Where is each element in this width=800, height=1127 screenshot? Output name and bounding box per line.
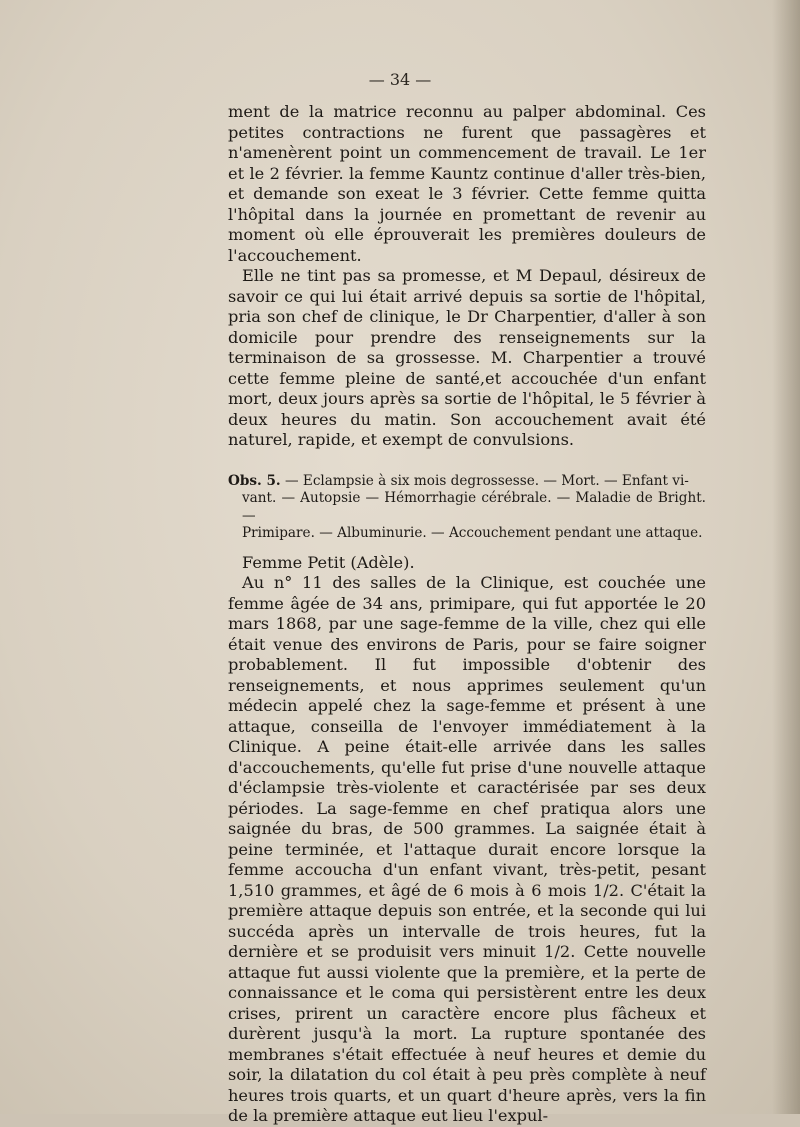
paragraph-continuation: ment de la matrice reconnu au palper abdominal. Ces petites contractions ne furent que passagères et n'amenèrent point un commencement de travail. Le 1er et le 2 février. la femme Kauntz continue d'aller très-bien, et demande son exeat le 3 février. Cette femme quitta l'hôpital dans la journée en promettant de revenir au moment où elle éprouverait les premières douleurs de l'accouchement. [228,102,706,265]
page-edge-shadow [772,0,800,1114]
body-text [228,102,706,1127]
case-paragraph: Au n° 11 des salles de la Clinique, est couchée une femme âgée de 34 ans, primipare, qui fut apportée le 20 mars 1868, par une sage-femme de la ville, chez qui elle était venue des environs de Paris, pour se faire soigner probablement. Il fut impossible d'obtenir des renseignements, et nous apprimes seulement qu'un médecin appelé chez la sage-femme et présent à une attaque, conseilla de l'envoyer immédiatement à la Clinique. A peine était-elle arrivée dans les salles d'accouchements, qu'elle fut prise d'une nouvelle attaque d'éclampsie très-violente et caractérisée par ses deux périodes. La sage-femme en chef pratiqua alors une saignée du bras, de 500 grammes. La saignée était à peine terminée, et l'attaque durait encore lorsque la femme accoucha d'un enfant vivant, très-petit, pesant 1,510 grammes, et âgé de 6 mois à 6 mois 1/2. C'était la première attaque depuis son entrée, et la seconde qui lui succéda après un intervalle de trois heures, fut la dernière et se produisit vers minuit 1/2. Cette nouvelle attaque fut aussi violente que la première, et la perte de connaissance et le coma qui persistèrent entre les deux crises, prirent un caractère encore plus fâcheux et durèrent jusqu'à la mort. La rupture spontanée des membranes s'était effectuée à neuf heures et demie du soir, la dilatation du col était à peu près complète à neuf heures trois quarts, et un quart d'heure après, vers la fin de la première attaque eut lieu l'expul- [228,573,706,1125]
observation-line-3: Primipare. — Albuminurie. — Accouchement pendant une attaque. [242,525,703,541]
patient-name: Femme Petit (Adèle). [242,552,415,572]
paragraph-depaul: Elle ne tint pas sa promesse, et M Depaul, désireux de savoir ce qui lui était arrivé depuis sa sortie de l'hôpital, pria son chef de clinique, le Dr Charpentier, d'aller à son domicile pour prendre des renseignements sur la terminaison de sa grossesse. M. Charpentier a trouvé cette femme pleine de santé,et accouchée d'un enfant mort, deux jours après sa sortie de l'hôpital, le 5 février à deux heures du matin. Son accouchement avait été naturel, rapide, et exempt de convulsions. [228,266,706,449]
page-number: — 34 — [368,70,432,89]
observation-title: Obs. 5. [228,472,281,489]
observation-line-2: vant. — Autopsie — Hémorrhagie cérébrale. — Maladie de Bright. — [242,490,706,524]
observation-line-1: — Eclampsie à six mois degrossesse. — Mort. — Enfant vi- [284,472,689,489]
observation-heading [228,473,706,543]
